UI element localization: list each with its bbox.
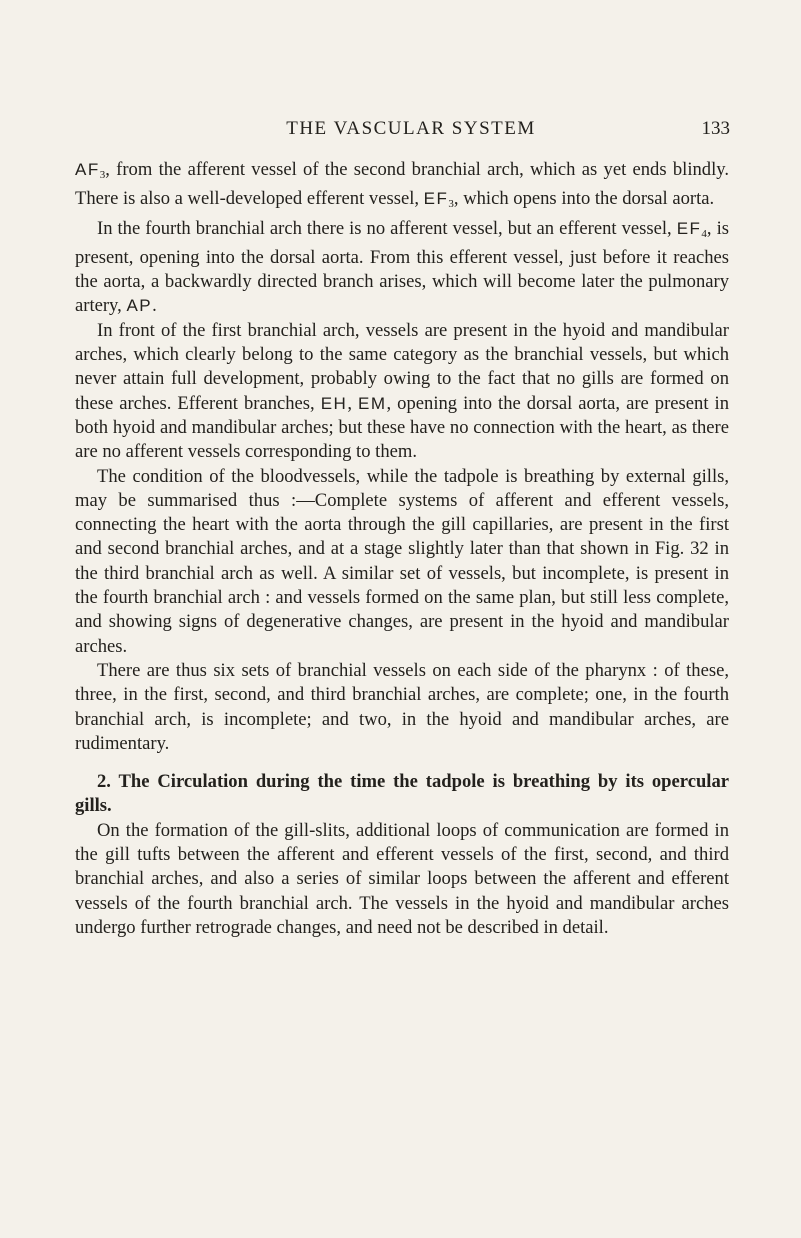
paragraph-summary — [75, 465, 729, 659]
paragraph-gill-slits: On the formation of the gill-slits, additional loops of communication are formed in the gill tufts between the afferent and efferent vessels of the first, second, and third branchial arches, and also a series of similar loops between the afferent and efferent vessels of the fourth branchial arch. The vessels in the hyoid and mandibular arches undergo further retrograde changes, and need not be described in detail. — [75, 819, 729, 938]
figure-label: EM — [358, 393, 387, 413]
text-run: , from the afferent vessel of the second branchial arch, which as yet ends blindly. There is also a well-developed efferent vessel, — [75, 159, 729, 210]
figure-label: EF — [676, 218, 702, 238]
body-text — [75, 158, 729, 940]
text-run: , is present, opening into the dorsal aorta. From this efferent vessel, just before it reaches the aorta, a backwardly directed branch arises, which will become later the pulmonary artery, — [75, 217, 729, 317]
subscript: 3 — [448, 198, 454, 211]
page-number: 133 — [701, 118, 730, 139]
text-run: There are thus six sets of branchial vessels on each side of the pharynx : of these, three, in the first, second, and third branchial arches, are complete; one, in the fourth branchial arch, is incomplete; and two, in the hyoid and mandibular arches, are rudimentary. — [75, 659, 729, 754]
text-run: In front of the first branchial arch, vessels are present in the hyoid and mandibular arches, which clearly belong to the same category as the branchial vessels, but which never attain full development, probably owing to the fact that no gills are formed on these arches. Efferent branches, — [75, 319, 729, 414]
running-head — [92, 118, 730, 144]
figure-label: EH — [320, 393, 348, 413]
text-run: In the fourth branchial arch there is no afferent vessel, but an efferent vessel, — [97, 217, 677, 239]
section-heading: 2. The Circulation during the time the tadpole is breathing by its opercular gills. — [75, 771, 729, 817]
figure-label: EF — [423, 189, 449, 209]
paragraph-six-sets — [75, 659, 729, 756]
text-run: . — [152, 295, 157, 317]
subscript: 3 — [99, 169, 106, 181]
text-run: , — [347, 392, 359, 414]
text-run: , which opens into the dorsal aorta. — [453, 188, 715, 210]
text-run: , opening into the dorsal aorta, are present in both hyoid and mandibular arches; but these have no connection with the heart, as there are no afferent vessels corresponding to them. — [75, 392, 729, 463]
paragraph-fourth-arch — [75, 217, 729, 319]
paragraph-hyoid-mandibular — [75, 319, 729, 465]
text-run: The condition of the bloodvessels, while the tadpole is breathing by external gills, may be summarised thus :—Complete systems of afferent and efferent vessels, connecting the heart with the aorta through the gill capillaries, are present in the first and second branchial arches, and at a stage slightly later than that shown in Fig. 32 in the third branchial arch as well. A similar set of vessels, but incomplete, is present in the fourth branchial arch : and vessels formed on the same plan, but still less complete, and showing signs of degenerative changes, are present in the hyoid and mandibular arches. — [75, 465, 729, 657]
paragraph-continued — [75, 158, 729, 217]
figure-label: AP — [126, 296, 153, 316]
subscript: 4 — [701, 227, 707, 240]
figure-label: AF — [75, 160, 100, 179]
running-title: THE VASCULAR SYSTEM — [286, 118, 536, 139]
